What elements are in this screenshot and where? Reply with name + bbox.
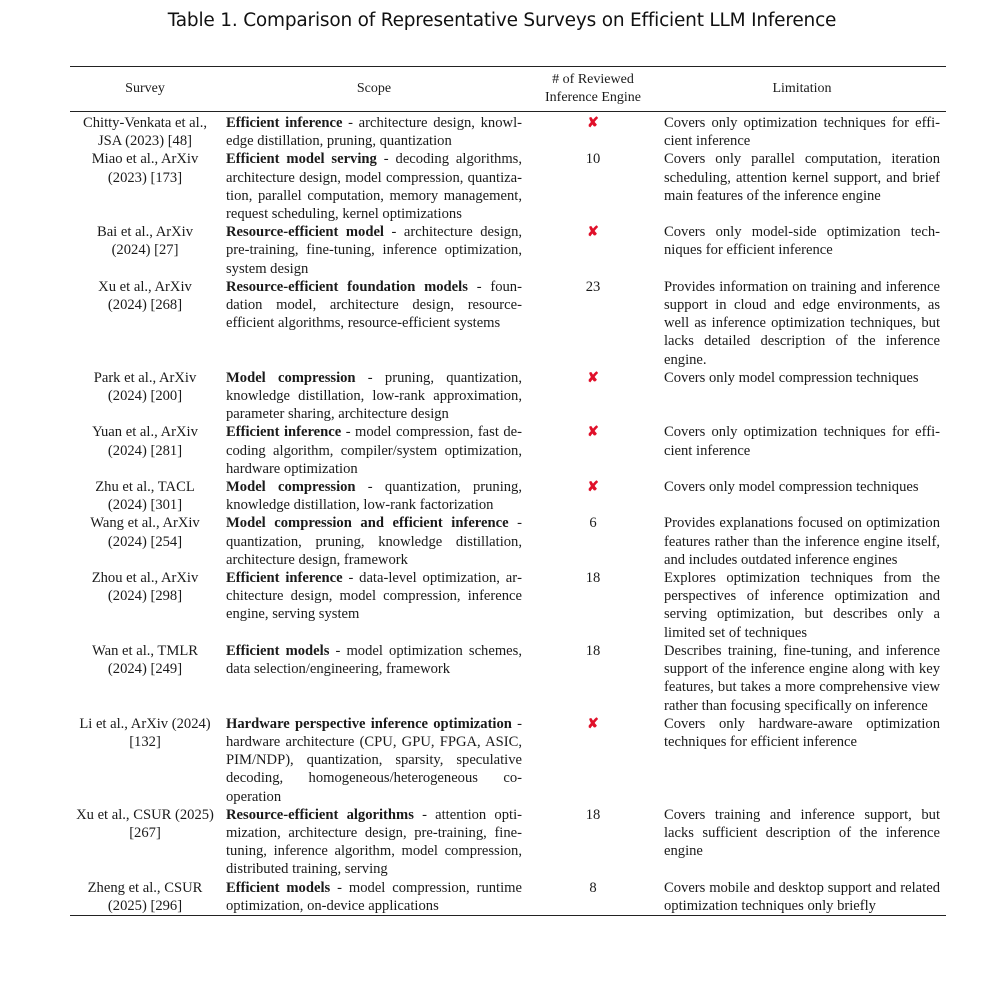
survey-venue: (2024) [200] xyxy=(107,388,183,405)
survey-authors: Bai et al., ArXiv xyxy=(96,224,194,241)
cross-mark-icon: ✘ xyxy=(587,716,599,732)
table-row xyxy=(70,715,946,806)
scope-topic: Efficient models xyxy=(226,642,330,659)
cross-mark-icon: ✘ xyxy=(587,116,599,131)
engine-count-cell xyxy=(528,715,658,806)
engine-count: 10 xyxy=(585,151,601,168)
survey-cell xyxy=(70,569,220,642)
scope-details: - model compression, runtime optimization, on-device applications xyxy=(226,879,522,914)
scope-cell xyxy=(220,369,528,424)
engine-count: 23 xyxy=(585,278,601,295)
survey-comparison-table xyxy=(70,66,946,916)
survey-cell xyxy=(70,369,220,424)
scope-cell xyxy=(220,423,528,478)
scope-topic: Efficient inference xyxy=(226,115,343,131)
survey-cell xyxy=(70,514,220,569)
survey-cell xyxy=(70,423,220,478)
scope-details: - data-level optimization, architecture design, model compression, inference engine, serving system xyxy=(226,570,522,623)
scope-details: - architecture design, pre-training, fine-tuning, inference optimization, system design xyxy=(226,224,523,277)
limitation-cell: Covers only hardware-aware optimization techniques for efficient inference xyxy=(664,715,940,750)
table-row xyxy=(70,223,946,278)
survey-cell xyxy=(70,223,220,278)
limitation-cell: Covers only model-side optimization techniques for efficient inference xyxy=(664,224,940,259)
engine-count-cell xyxy=(528,278,658,369)
survey-authors: Wang et al., ArXiv xyxy=(90,515,200,532)
cross-mark-icon: ✘ xyxy=(587,425,599,441)
engine-count-cell xyxy=(528,369,658,424)
limitation-cell: Covers only model compression techniques xyxy=(664,479,919,496)
survey-authors: Wan et al., TMLR xyxy=(92,642,198,659)
scope-cell xyxy=(220,715,528,806)
scope-topic: Efficient inference xyxy=(226,570,343,587)
survey-cell xyxy=(70,879,220,916)
scope-details: - decoding algorithms, architecture design, model compression, quantization, parallel computation, memory management, request scheduling, kernel optimizations xyxy=(226,151,522,223)
limitation-cell: Provides information on training and inference support in cloud and edge environments, as well as inference optimization techniques, but lacks detailed description of the inference engine. xyxy=(664,278,940,368)
table-row xyxy=(70,478,946,514)
limitation-cell: Provides explanations focused on optimization features rather than the inference engine itself, and includes outdated inference engines xyxy=(664,515,940,568)
engine-count-cell xyxy=(528,806,658,879)
header-limitation: Limitation xyxy=(658,67,946,112)
survey-venue: (2024) [27] xyxy=(111,242,179,259)
survey-cell xyxy=(70,642,220,715)
table-row xyxy=(70,369,946,424)
engine-count: 18 xyxy=(585,642,601,659)
scope-topic: Efficient models xyxy=(226,879,331,896)
scope-cell xyxy=(220,223,528,278)
scope-topic: Resource-efficient foundation models xyxy=(226,278,468,295)
scope-details: - quantization, pruning, knowledge distillation, low-rank factorization xyxy=(226,479,522,514)
survey-venue: (2024) [281] xyxy=(107,442,183,459)
scope-details: - foundation model, architecture design, resource-efficient algorithms, resource-efficient systems xyxy=(226,278,522,332)
engine-count: 18 xyxy=(585,806,601,823)
scope-details: - attention optimization, architecture design, pre-training, fine-tuning, inference algorithm, model compression, distributed training, serving xyxy=(226,806,522,878)
survey-authors: Li et al., ArXiv (2024) xyxy=(79,715,211,732)
engine-count: 8 xyxy=(589,879,597,896)
table-row xyxy=(70,879,946,916)
limitation-cell: Covers only optimization techniques for efficient inference xyxy=(664,424,940,459)
survey-venue: (2024) [268] xyxy=(107,297,183,314)
scope-details: - architecture design, knowledge distillation, pruning, quantization xyxy=(226,115,522,150)
scope-topic: Resource-efficient model xyxy=(226,224,384,241)
survey-authors: Xu et al., ArXiv xyxy=(98,278,192,295)
table-row xyxy=(70,112,946,151)
header-scope: Scope xyxy=(220,67,528,112)
survey-cell xyxy=(70,112,220,151)
limitation-cell: Explores optimization techniques from the perspectives of inference optimization and serving optimization, but describes only a limited set of techniques xyxy=(664,570,940,641)
scope-topic: Model compression xyxy=(226,479,356,496)
limitation-cell: Covers only optimization techniques for efficient inference xyxy=(664,115,940,150)
engine-count-cell xyxy=(528,879,658,916)
engine-count-cell xyxy=(528,150,658,223)
scope-cell xyxy=(220,478,528,514)
scope-cell xyxy=(220,150,528,223)
scope-details: - pruning, quantization, knowledge distillation, low-rank approximation, parameter sharing, architecture design xyxy=(226,369,522,423)
survey-authors: Miao et al., ArXiv xyxy=(91,151,199,168)
engine-count: 18 xyxy=(585,570,601,587)
scope-cell xyxy=(220,112,528,151)
survey-cell xyxy=(70,478,220,514)
table-row xyxy=(70,278,946,369)
cross-mark-icon: ✘ xyxy=(587,370,599,386)
scope-cell xyxy=(220,569,528,642)
header-survey: Survey xyxy=(70,67,220,112)
scope-cell xyxy=(220,514,528,569)
scope-topic: Model compression xyxy=(226,369,356,386)
engine-count-cell xyxy=(528,642,658,715)
survey-venue: (2023) [173] xyxy=(107,169,183,186)
scope-topic: Hardware perspective inference optimization xyxy=(226,715,512,732)
scope-topic: Efficient inference xyxy=(226,424,342,441)
scope-cell xyxy=(220,278,528,369)
table-row xyxy=(70,569,946,642)
survey-venue: (2024) [298] xyxy=(107,588,183,605)
survey-cell xyxy=(70,806,220,879)
survey-venue: [132] xyxy=(129,733,161,750)
engine-count-cell xyxy=(528,423,658,478)
limitation-cell: Covers only parallel computation, iteration scheduling, attention kernel support, and brief main features of the inference engine xyxy=(664,151,940,204)
scope-cell xyxy=(220,806,528,879)
scope-cell xyxy=(220,879,528,916)
limitation-cell: Covers only model compression techniques xyxy=(664,369,919,386)
table-row xyxy=(70,423,946,478)
survey-authors: Zheng et al., CSUR xyxy=(87,879,203,896)
engine-count-cell xyxy=(528,514,658,569)
survey-venue: [267] xyxy=(129,824,161,841)
survey-authors: Zhou et al., ArXiv xyxy=(91,570,199,587)
survey-cell xyxy=(70,150,220,223)
survey-venue: (2024) [254] xyxy=(107,533,183,550)
header-row xyxy=(70,67,946,112)
scope-topic: Resource-efficient algorithms xyxy=(226,806,414,823)
table-row xyxy=(70,514,946,569)
scope-details: - model optimization schemes, data selection/engineering, framework xyxy=(226,642,522,678)
engine-count: 6 xyxy=(589,515,597,532)
survey-authors: Chitty-Venkata et al., xyxy=(82,115,207,131)
limitation-cell: Covers training and inference support, but lacks sufficient description of the inference engine xyxy=(664,806,940,860)
survey-authors: Park et al., ArXiv xyxy=(93,369,197,386)
table-row xyxy=(70,642,946,715)
scope-details: - hardware architecture (CPU, GPU, FPGA, ASIC, PIM/NDP), quantization, sparsity, speculative decoding, homogeneous/heterogeneous cooperation xyxy=(226,715,523,805)
survey-venue: (2024) [249] xyxy=(107,661,183,678)
survey-cell xyxy=(70,278,220,369)
engine-count-cell xyxy=(528,223,658,278)
table-row xyxy=(70,806,946,879)
engine-count-cell xyxy=(528,112,658,151)
engine-count-cell xyxy=(528,478,658,514)
survey-venue: (2024) [301] xyxy=(107,497,183,514)
scope-details: - quantization, pruning, knowledge distillation, architecture design, framework xyxy=(226,515,522,568)
survey-authors: Xu et al., CSUR (2025) xyxy=(76,806,214,823)
survey-cell xyxy=(70,715,220,806)
table-row xyxy=(70,150,946,223)
scope-topic: Model compression and efficient inference xyxy=(226,515,509,532)
cross-mark-icon: ✘ xyxy=(587,225,599,241)
cross-mark-icon: ✘ xyxy=(587,480,599,496)
engine-count-cell xyxy=(528,569,658,642)
limitation-cell: Covers mobile and desktop support and related optimization techniques only briefly xyxy=(664,879,940,914)
scope-cell xyxy=(220,642,528,715)
header-engine-count: # of Reviewed Inference Engine xyxy=(528,67,658,112)
survey-authors: Yuan et al., ArXiv xyxy=(92,424,198,441)
scope-topic: Efficient model serving xyxy=(226,151,377,168)
scope-details: - model compression, fast decoding algorithm, compiler/system optimization, hardware optimization xyxy=(226,424,522,477)
table-caption: Table 1. Comparison of Representative Surveys on Efficient LLM Inference xyxy=(167,10,837,31)
survey-venue: (2025) [296] xyxy=(107,897,183,914)
limitation-cell: Describes training, fine-tuning, and inference support of the inference engine along with key features, but takes a more comprehensive view rather than focusing specifically on inference xyxy=(664,642,940,714)
survey-authors: Zhu et al., TACL xyxy=(95,479,195,496)
survey-venue: JSA (2023) [48] xyxy=(97,133,193,150)
